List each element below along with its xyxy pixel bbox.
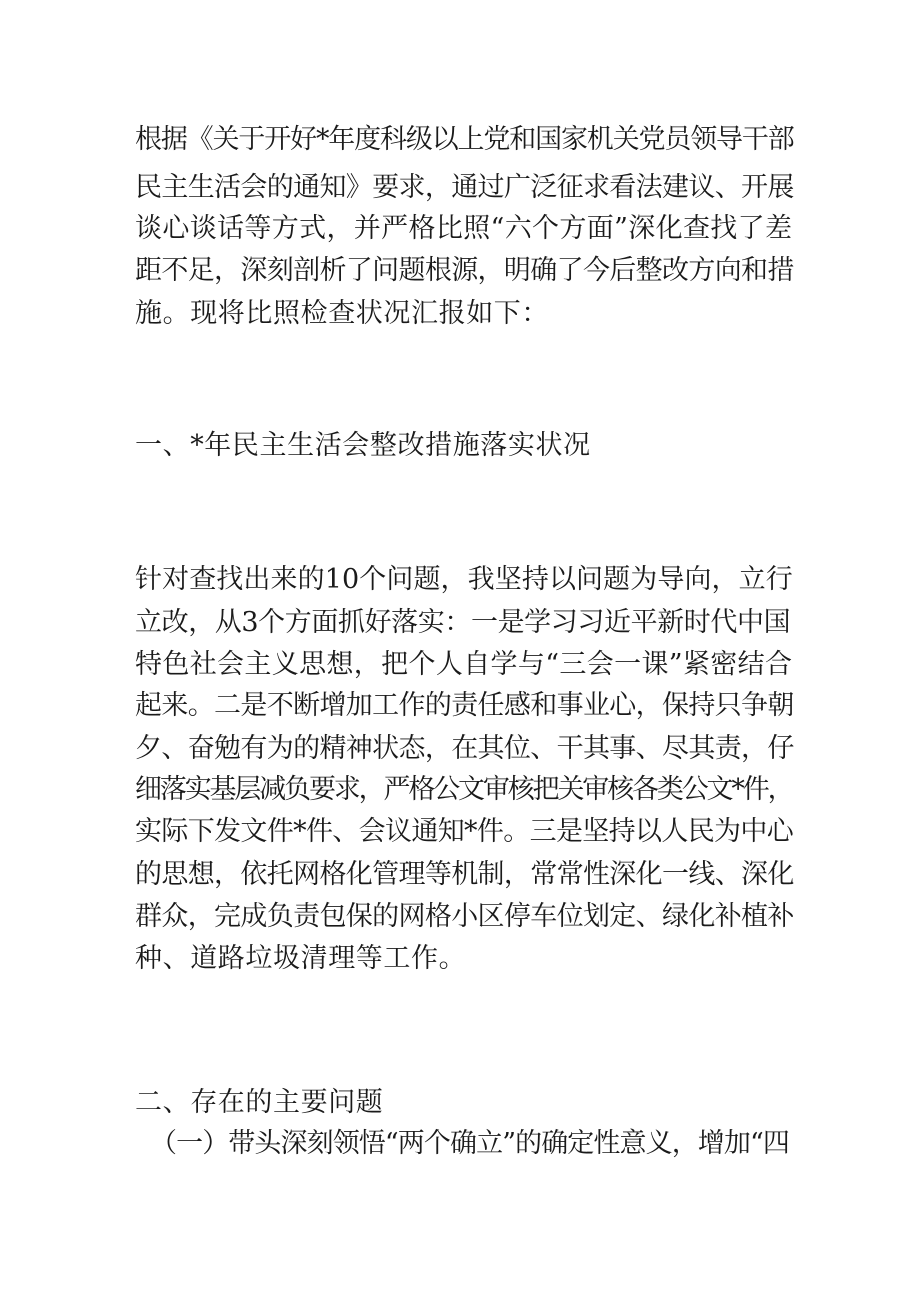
section-1-heading: 一、*年民主生活会整改措施落实状况 bbox=[135, 430, 591, 461]
section-1-paragraph-line: 起来。二是不断增加工作的责任感和事业心，保持只争朝 bbox=[135, 690, 794, 721]
section-1-paragraph-line: 种、道路垃圾清理等工作。 bbox=[135, 943, 467, 974]
intro-paragraph-line: 施。现将比照检查状况汇报如下： bbox=[135, 298, 549, 329]
section-1-paragraph-line: 细落实基层减负要求，严格公文审核把关审核各类公文*件， bbox=[135, 774, 793, 805]
section-1-paragraph-line: 实际下发文件*件、会议通知*件。三是坚持以人民为中心 bbox=[135, 816, 794, 847]
intro-paragraph-line: 距不足，深刻剖析了问题根源，明确了今后整改方向和措 bbox=[135, 255, 794, 286]
section-1-paragraph-line: 夕、奋勉有为的精神状态，在其位、干其事、尽其责，仔 bbox=[135, 733, 794, 764]
intro-paragraph-line: 根据《关于开好*年度科级以上党和国家机关党员领导干部 bbox=[135, 124, 794, 155]
intro-paragraph-line: 民主生活会的通知》要求，通过广泛征求看法建议、开展 bbox=[135, 172, 794, 203]
section-2-heading: 二、存在的主要问题 bbox=[135, 1087, 384, 1118]
section-1-paragraph-line: 的思想，依托网格化管理等机制，常常性深化一线、深化 bbox=[135, 859, 794, 890]
section-1-paragraph-line: 群众，完成负责包保的网格小区停车位划定、绿化补植补 bbox=[135, 901, 794, 932]
section-1-paragraph-line: 针对查找出来的10个问题，我坚持以问题为导向，立行 bbox=[135, 564, 793, 595]
section-1-paragraph-line: 特色社会主义思想，把个人自学与“三会一课”紧密结合 bbox=[135, 649, 793, 680]
section-2-subheading-line: （一）带头深刻领悟“两个确立”的确定性意义，增加“四 bbox=[150, 1128, 790, 1159]
section-1-paragraph-line: 立改，从3个方面抓好落实：一是学习习近平新时代中国 bbox=[135, 607, 791, 638]
intro-paragraph-line: 谈心谈话等方式，并严格比照“六个方面”深化查找了差 bbox=[135, 213, 793, 244]
